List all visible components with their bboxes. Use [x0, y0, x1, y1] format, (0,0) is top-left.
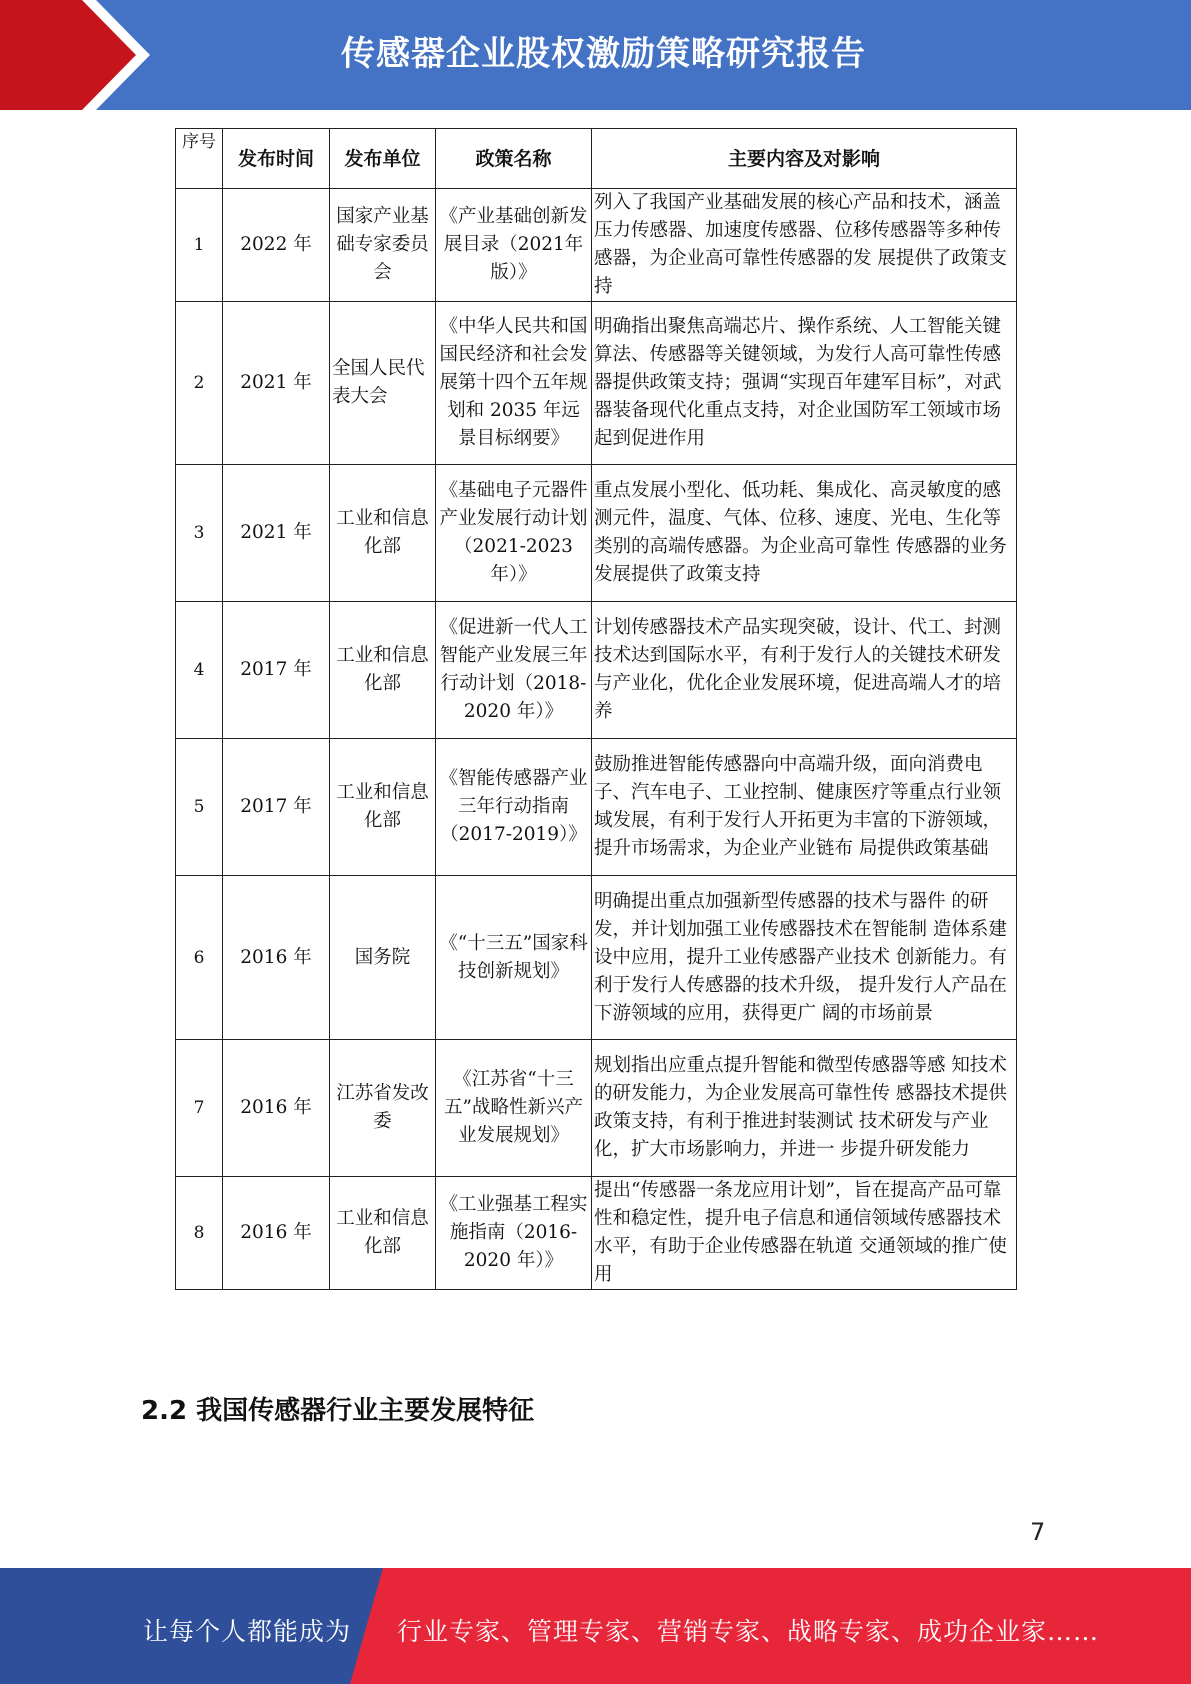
page-footer — [0, 1568, 1191, 1684]
table-header-row — [176, 129, 1017, 189]
row-content: 明确提出重点加强新型传感器的技术与器件 的研发，并计划加强工业传感器技术在智能制 造体系建设中应用，提升工业传感器产业技术 创新能力。有利于发行人传感器的技术升级， 提升发行人产品在下游领域的应用，获得更广 阔的市场前景 — [592, 876, 1017, 1040]
row-issuer: 全国人民代表大会 — [330, 302, 436, 465]
table-row — [176, 876, 1017, 1040]
row-no: 6 — [176, 876, 223, 1040]
row-date: 2021 年 — [223, 302, 330, 465]
policy-table — [175, 128, 1017, 1290]
row-no: 4 — [176, 602, 223, 739]
row-policy: 《产业基础创新发展目录（2021年版）》 — [436, 189, 592, 302]
row-no: 5 — [176, 739, 223, 876]
table-row — [176, 739, 1017, 876]
section-heading: 2.2 我国传感器行业主要发展特征 — [141, 1396, 535, 1426]
row-date: 2016 年 — [223, 1177, 330, 1290]
row-date: 2017 年 — [223, 739, 330, 876]
row-issuer: 国务院 — [330, 876, 436, 1040]
report-title: 传感器企业股权激励策略研究报告 — [341, 34, 866, 74]
header-policy: 政策名称 — [436, 129, 592, 189]
row-issuer: 工业和信息化部 — [330, 1177, 436, 1290]
row-policy: 《智能传感器产业三年行动指南（2017-2019）》 — [436, 739, 592, 876]
row-content: 列入了我国产业基础发展的核心产品和技术，涵盖压力传感器、加速度传感器、位移传感器等多种传感器，为企业高可靠性传感器的发 展提供了政策支持 — [592, 189, 1017, 302]
table-row — [176, 1177, 1017, 1290]
row-content: 规划指出应重点提升智能和微型传感器等感 知技术的研发能力，为企业发展高可靠性传 感器技术提供政策支持，有利于推进封装测试 技术研发与产业化，扩大市场影响力，并进一 步提升研发能力 — [592, 1040, 1017, 1177]
header-date: 发布时间 — [223, 129, 330, 189]
row-content: 明确指出聚焦高端芯片、操作系统、人工智能关键算法、传感器等关键领域，为发行人高可靠性传感器提供政策支持；强调“实现百年建军目标”，对武器装备现代化重点支持，对企业国防军工领域市场起到促进作用 — [592, 302, 1017, 465]
row-issuer: 江苏省发改委 — [330, 1040, 436, 1177]
row-date: 2016 年 — [223, 876, 330, 1040]
table-row — [176, 465, 1017, 602]
table-row — [176, 302, 1017, 465]
row-no: 8 — [176, 1177, 223, 1290]
page-header — [0, 0, 1191, 110]
footer-slogan-right: 行业专家、管理专家、营销专家、战略专家、成功企业家…… — [397, 1617, 1100, 1646]
row-policy: 《促进新一代人工智能产业发展三年行动计划（2018-2020 年）》 — [436, 602, 592, 739]
table-row — [176, 189, 1017, 302]
row-issuer: 工业和信息化部 — [330, 739, 436, 876]
row-no: 2 — [176, 302, 223, 465]
row-policy: 《“十三五”国家科技创新规划》 — [436, 876, 592, 1040]
row-content: 鼓励推进智能传感器向中高端升级，面向消费电子、汽车电子、工业控制、健康医疗等重点行业领域发展，有利于发行人开拓更为丰富的下游领域，提升市场需求，为企业产业链布 局提供政策基础 — [592, 739, 1017, 876]
row-date: 2017 年 — [223, 602, 330, 739]
footer-slogan-left: 让每个人都能成为 — [143, 1617, 352, 1646]
row-no: 7 — [176, 1040, 223, 1177]
row-date: 2022 年 — [223, 189, 330, 302]
row-no: 1 — [176, 189, 223, 302]
row-content: 提出“传感器一条龙应用计划”，旨在提高产品可靠性和稳定性，提升电子信息和通信领域传感器技术水平，有助于企业传感器在轨道 交通领域的推广使用 — [592, 1177, 1017, 1290]
row-date: 2021 年 — [223, 465, 330, 602]
page-number: 7 — [1030, 1518, 1046, 1546]
row-policy: 《工业强基工程实施指南（2016-2020 年）》 — [436, 1177, 592, 1290]
row-policy: 《江苏省“十三五”战略性新兴产业发展规划》 — [436, 1040, 592, 1177]
header-content: 主要内容及对影响 — [592, 129, 1017, 189]
row-content: 重点发展小型化、低功耗、集成化、高灵敏度的感测元件，温度、气体、位移、速度、光电、生化等类别的高端传感器。为企业高可靠性 传感器的业务发展提供了政策支持 — [592, 465, 1017, 602]
row-issuer: 国家产业基础专家委员会 — [330, 189, 436, 302]
header-no: 序号 — [176, 129, 223, 189]
row-date: 2016 年 — [223, 1040, 330, 1177]
row-content: 计划传感器技术产品实现突破，设计、代工、封测技术达到国际水平，有利于发行人的关键技术研发与产业化，优化企业发展环境，促进高端人才的培养 — [592, 602, 1017, 739]
table-row — [176, 1040, 1017, 1177]
row-policy: 《基础电子元器件产业发展行动计划（2021-2023 年）》 — [436, 465, 592, 602]
row-policy: 《中华人民共和国国民经济和社会发展第十四个五年规划和 2035 年远景目标纲要》 — [436, 302, 592, 465]
row-no: 3 — [176, 465, 223, 602]
table-row — [176, 602, 1017, 739]
row-issuer: 工业和信息化部 — [330, 602, 436, 739]
row-issuer: 工业和信息化部 — [330, 465, 436, 602]
header-issuer: 发布单位 — [330, 129, 436, 189]
